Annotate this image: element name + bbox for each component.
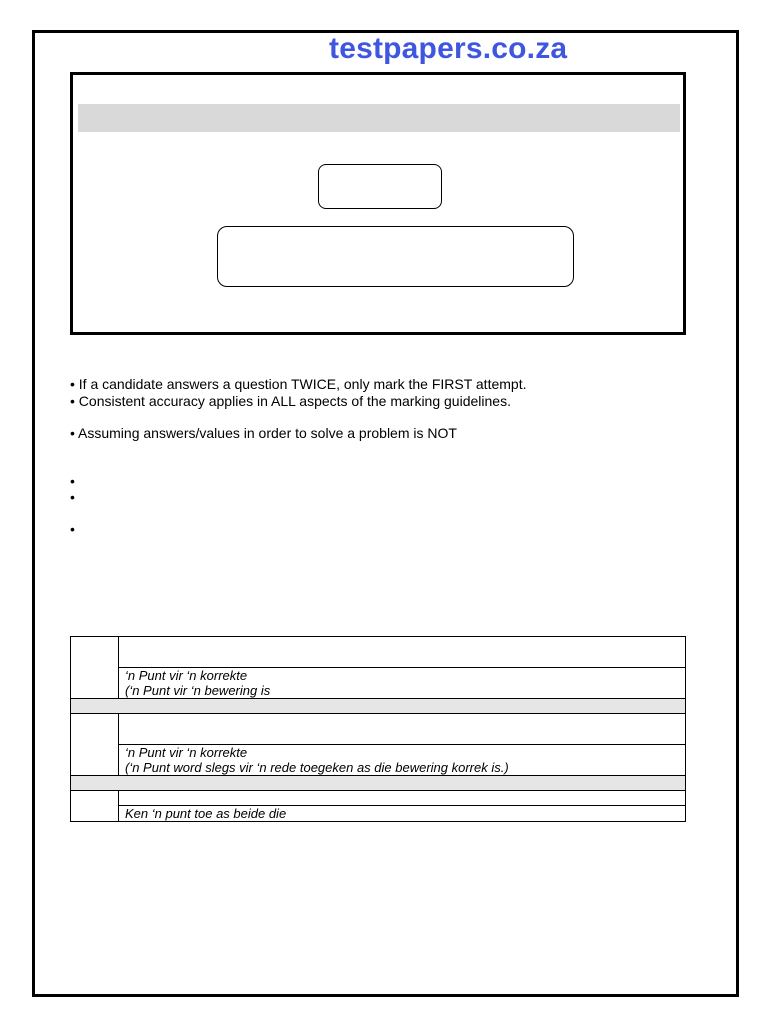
bullet-list <box>70 473 75 537</box>
separator-cell <box>71 699 686 714</box>
table-row <box>71 668 686 699</box>
question-number-cell <box>71 637 119 699</box>
question-number-cell <box>71 791 119 822</box>
marks-box <box>318 164 442 209</box>
cover-title-bar <box>78 104 680 132</box>
bullet-item: • <box>70 521 75 537</box>
marking-note: (‘n Punt vir ‘n bewering is <box>125 683 271 698</box>
marking-note-cell <box>119 668 686 699</box>
answer-cell <box>119 714 686 745</box>
instructions <box>70 376 526 442</box>
marking-note: (‘n Punt word slegs vir ‘n rede toegeken as die bewering korrek is.) <box>125 760 509 775</box>
instruction-twice: • If a candidate answers a question TWICE, only mark the FIRST attempt. <box>70 376 527 392</box>
watermark-text: testpapers.co.za <box>329 32 568 65</box>
marking-note: ‘n Punt vir ‘n korrekte <box>125 745 248 760</box>
marking-note: Ken ‘n punt toe as beide die <box>125 806 287 821</box>
marking-table <box>70 636 686 822</box>
bullet-item: • <box>70 473 75 489</box>
table-row <box>71 745 686 776</box>
table-row <box>71 791 686 806</box>
bullet-item: • <box>70 489 75 505</box>
separator-cell <box>71 776 686 791</box>
question-number-cell <box>71 714 119 776</box>
table-row <box>71 637 686 668</box>
instruction-consistent-accuracy: • Consistent accuracy applies in ALL aspects of the marking guidelines. <box>70 393 511 409</box>
table-row <box>71 714 686 745</box>
table-row <box>71 806 686 822</box>
marking-note-cell <box>119 806 686 822</box>
marking-note: ‘n Punt vir ‘n korrekte <box>125 668 248 683</box>
table-separator <box>71 699 686 714</box>
marking-note-cell <box>119 745 686 776</box>
pages-box <box>217 226 574 287</box>
cover-box <box>70 72 686 335</box>
answer-cell <box>119 791 686 806</box>
table-separator <box>71 776 686 791</box>
answer-cell <box>119 637 686 668</box>
instruction-assuming: • Assuming answers/values in order to solve a problem is NOT <box>70 425 457 441</box>
